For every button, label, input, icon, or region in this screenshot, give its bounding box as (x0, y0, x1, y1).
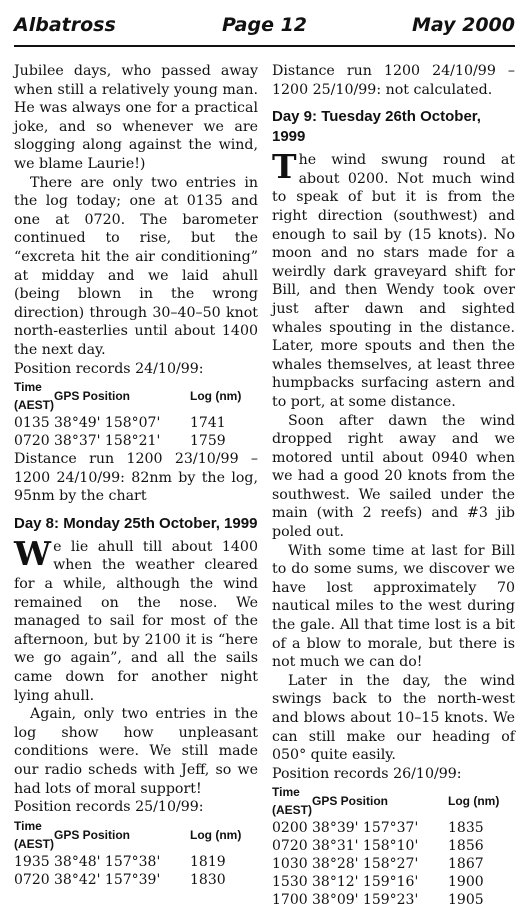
column-header: Time (AEST) (272, 785, 312, 818)
column-header: Log (nm) (190, 827, 242, 842)
paragraph: Again, only two entries in the log show how unpleasant conditions were. We still made our radio scheds with Jeff, so we had lots of moral support! (14, 706, 258, 797)
table-row (272, 891, 515, 909)
position-table (272, 783, 515, 909)
header-rule (14, 45, 515, 47)
table-cell: 1741 (190, 415, 226, 432)
left-column (14, 62, 258, 889)
table-cell: 0720 (14, 871, 50, 888)
table-row (14, 853, 258, 871)
table-row (272, 837, 515, 855)
issue-date: May 2000 (411, 14, 515, 36)
paragraph-text: e lie ahull till about 1400 when the weather cleared for a while, although the wind remained on the nose. We managed to sail for most of the afternoon, but by 2100 it is “here we go again”, and all the sails came down for another night lying ahull. (14, 538, 258, 704)
table-header-row (272, 783, 515, 819)
column-header: GPS Position (312, 794, 389, 809)
position-table (14, 378, 258, 450)
paragraph: Distance run 1200 23/10/99 – 1200 24/10/99: 82nm by the log, 95nm by the chart (14, 451, 258, 505)
table-header-row (14, 378, 258, 414)
table-cell: 1900 (448, 874, 484, 891)
position-records-title: Position records 26/10/99: (272, 765, 462, 782)
paragraph (14, 533, 258, 705)
table-cell: 0200 (272, 820, 308, 837)
section-heading: Day 9: Tuesday 26th October, 1999 (272, 108, 481, 146)
table-cell: 1030 (272, 856, 308, 873)
table-cell: 38°28' 158°27' (312, 856, 419, 873)
table-row (14, 414, 258, 432)
paragraph: With some time at last for Bill to do some sums, we discover we have lost approximately 70 nautical miles to the west during the gale. All that time lost is a bit of a blow to morale, but there is not much we can do! (272, 542, 515, 671)
table-cell: 38°39' 157°37' (312, 820, 419, 837)
table-cell: 38°09' 159°23' (312, 892, 419, 909)
newsletter-title: Albatross (14, 14, 116, 36)
table-row (272, 855, 515, 873)
table-row (272, 873, 515, 891)
page-header (14, 14, 515, 44)
table-row (272, 819, 515, 837)
position-records-title: Position records 24/10/99: (14, 360, 204, 377)
table-cell: 1905 (448, 892, 484, 909)
table-cell: 38°12' 159°16' (312, 874, 419, 891)
column-header: Time (AEST) (14, 818, 54, 851)
table-header-row (14, 817, 258, 853)
table-cell: 1935 (14, 853, 50, 870)
paragraph: Distance run 1200 24/10/99 – 1200 25/10/99: not calculated. (272, 63, 515, 98)
section-heading: Day 8: Monday 25th October, 1999 (14, 514, 258, 532)
table-cell: 0135 (14, 415, 50, 432)
table-cell: 1700 (272, 892, 308, 909)
drop-cap: W (14, 533, 52, 573)
column-header: Log (nm) (448, 794, 500, 809)
position-table (14, 817, 258, 889)
table-cell: 0720 (272, 838, 308, 855)
paragraph: Later in the day, the wind swings back to the north-west and blows about 10–15 knots. We can still make our heading of 050° quite easily. (272, 672, 515, 764)
paragraph (272, 147, 515, 411)
page-number: Page 12 (221, 14, 308, 36)
table-cell: 1835 (448, 820, 484, 837)
column-header: Log (nm) (190, 389, 242, 404)
paragraph: Soon after dawn the wind dropped right away and we motored until about 0940 when we had a good 20 knots from the southwest. We sailed under the main (with 2 reefs) and #3 jib poled out. (272, 412, 515, 541)
paragraph: There are only two entries in the log today; one at 0135 and one at 0720. The barometer continued to rise, but the “excreta hit the air conditioning” at midday and we laid ahull (being blown in the wrong direction) through 30–40–50 knot north-easterlies until about 1400 the next day. (14, 174, 258, 358)
table-cell: 1830 (190, 871, 226, 888)
column-header: GPS Position (54, 389, 131, 404)
column-header: GPS Position (54, 827, 131, 842)
column-header: Time (AEST) (14, 380, 54, 413)
paragraph: Jubilee days, who passed away when still a relatively young man. He was always one for a practical joke, and so whenever we are slogging along against the wind, we blame Laurie!) (14, 63, 258, 172)
table-cell: 38°31' 158°10' (312, 838, 419, 855)
table-cell: 1867 (448, 856, 484, 873)
table-cell: 38°42' 157°39' (54, 871, 161, 888)
table-cell: 38°49' 158°07' (54, 415, 161, 432)
table-cell: 0720 (14, 433, 50, 450)
position-records-title: Position records 25/10/99: (14, 799, 204, 816)
table-cell: 1530 (272, 874, 308, 891)
drop-cap: T (272, 147, 297, 187)
table-cell: 38°37' 158°21' (54, 433, 161, 450)
paragraph-text: he wind swung round at about 0200. Not much wind to speak of but it is from the right direction (southwest) and enough to sail by (15 knots). No moon and no stars made for a weirdly dark graveyard shift for Bill, and then Wendy took over just after dawn and sighted whales spouting in the distance. Later, more spouts and then the whales themselves, at least three humpbacks surfacing astern and to port, at some distance. (272, 152, 515, 410)
table-cell: 38°48' 157°38' (54, 853, 161, 870)
right-column (272, 62, 515, 909)
table-row (14, 432, 258, 450)
table-cell: 1819 (190, 853, 226, 870)
table-row (14, 871, 258, 889)
table-cell: 1856 (448, 838, 484, 855)
table-cell: 1759 (190, 433, 226, 450)
